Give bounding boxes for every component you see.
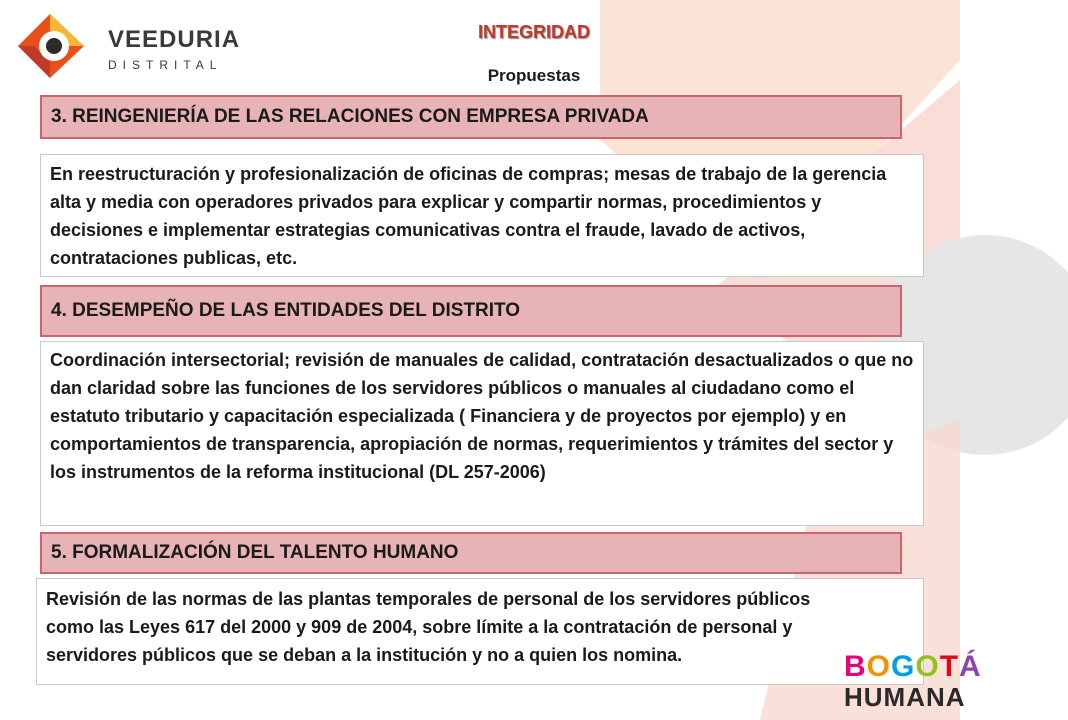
brand-letter: Á <box>959 650 982 683</box>
brand-line-1-text <box>844 650 982 683</box>
brand-letter: O <box>866 650 892 683</box>
brand-letter: O <box>915 650 940 683</box>
section-heading-desempeno-entidades: 4. DESEMPEÑO DE LAS ENTIDADES DEL DISTRITO <box>40 285 902 337</box>
section-heading-empresa-privada: 3. REINGENIERÍA DE LAS RELACIONES CON EMPRESA PRIVADA <box>40 95 902 139</box>
section-heading-talento-humano: 5. FORMALIZACIÓN DEL TALENTO HUMANO <box>40 532 902 574</box>
section-body-empresa-privada: En reestructuración y profesionalización de oficinas de compras; mesas de trabajo de la gerencia alta y media con operadores privados para explicar y compartir normas, procedimientos y decisiones e implementar estrategias comunicativas contra el fraude, lavado de activos, contrataciones publicas, etc. <box>40 154 924 277</box>
logo-subtitle: DISTRITAL <box>108 58 223 72</box>
brand-letter: B <box>844 650 867 683</box>
section-body-desempeno-entidades: Coordinación intersectorial; revisión de manuales de calidad, contratación desactualizados o que no dan claridad sobre las funciones de los servidores públicos o manuales al ciudadano como el estatuto tributario y capacitación especializada ( Financiera y de proyectos por ejemplo) y en comportamientos de transparencia, apropiación de normas, requerimientos y trámites del sector y los instrumentos de la reforma institucional (DL 257-2006) <box>40 341 924 526</box>
brand-letter: T <box>939 650 960 683</box>
brand-letter: G <box>891 650 916 683</box>
brand-line-2: HUMANA <box>844 682 966 712</box>
bogota-humana-logo <box>844 650 982 714</box>
section-body-talento-humano: Revisión de las normas de las plantas temporales de personal de los servidores públicos como las Leyes 617 del 2000 y 909 de 2004, sobre límite a la contratación de personal y servidores públicos que se deban a la institución y no a quien los nomina. <box>36 578 924 685</box>
brand-line-1 <box>844 650 982 684</box>
page-title: INTEGRIDAD <box>478 22 590 42</box>
logo-title: VEEDURIA <box>108 26 241 53</box>
page-subtitle: Propuestas <box>487 66 581 85</box>
